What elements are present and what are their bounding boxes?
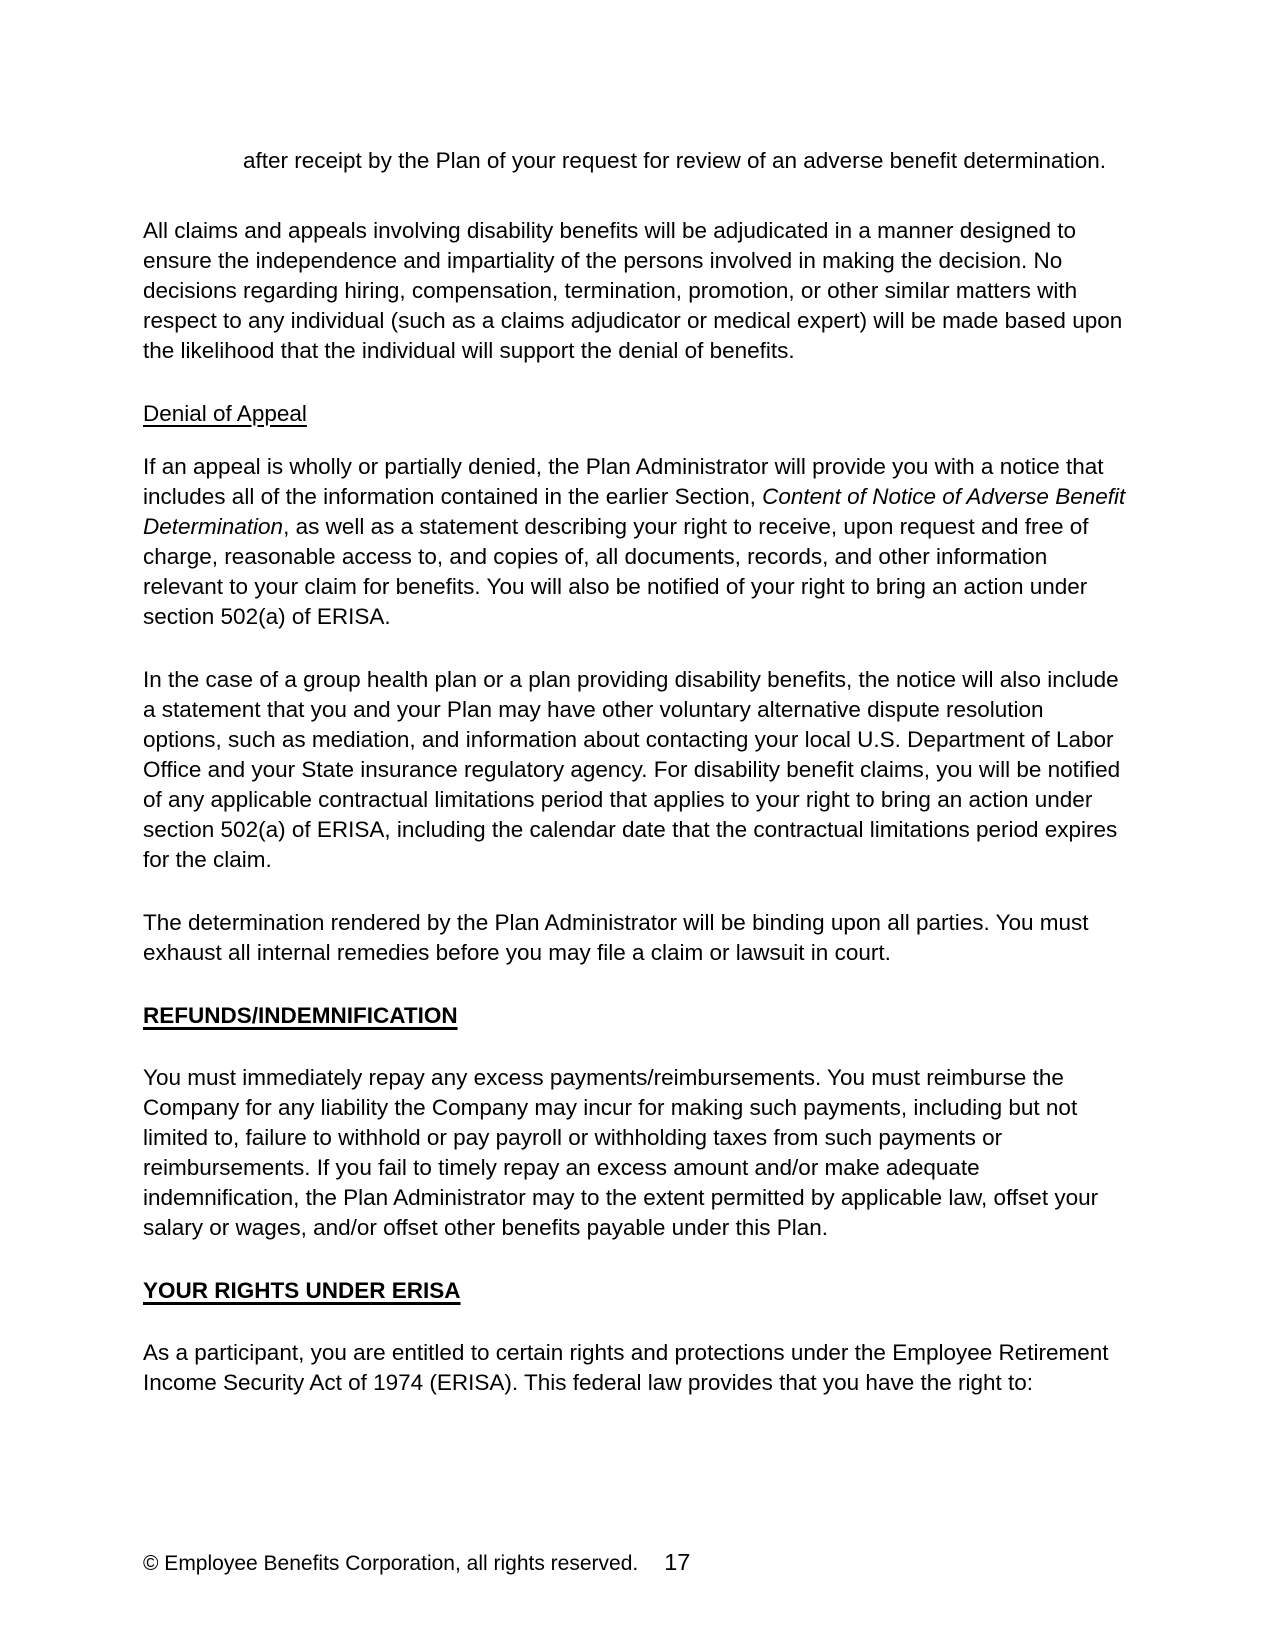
paragraph <box>143 216 1128 366</box>
italic-text-run: Content of Notice of Adverse Benefit Determination <box>143 484 1126 539</box>
document-blocks <box>143 146 1128 1431</box>
page-number: 17 <box>664 1549 691 1575</box>
paragraph <box>143 908 1128 968</box>
paragraph <box>143 146 1128 176</box>
paragraph <box>143 1063 1128 1243</box>
text-run: All claims and appeals involving disability benefits will be adjudicated in a manner designed to ensure the independence and impartiality of the persons involved in making the decision. No decisions regarding hiring, compensation, termination, promotion, or other similar matters with respect to any individual (such as a claims adjudicator or medical expert) will be made based upon the likelihood that the individual will support the denial of benefits. <box>143 218 1123 363</box>
page-footer <box>143 1549 690 1577</box>
section-heading: REFUNDS/INDEMNIFICATION <box>143 1003 458 1028</box>
text-run: As a participant, you are entitled to certain rights and protections under the Employee Retirement Income Security Act of 1974 (ERISA). This federal law provides that you have the right to: <box>143 1340 1109 1395</box>
text-run: If an appeal is wholly or partially denied, the Plan Administrator will provide you with a notice that includes all of the information contained in the earlier Section, <box>143 454 1104 509</box>
text-run: after receipt by the Plan of your request for review of an adverse benefit determination. <box>243 148 1106 173</box>
text-run: In the case of a group health plan or a plan providing disability benefits, the notice will also include a statement that you and your Plan may have other voluntary alternative dispute resolution options, such as mediation, and information about contacting your local U.S. Department of Labor Office and your State insurance regulatory agency. For disability benefit claims, you will be notified of any applicable contractual limitations period that applies to your right to bring an action under section 502(a) of ERISA, including the calendar date that the contractual limitations period expires for the claim. <box>143 667 1121 872</box>
paragraph <box>143 1338 1128 1398</box>
section-heading: Denial of Appeal <box>143 401 307 426</box>
paragraph <box>143 665 1128 875</box>
paragraph <box>143 452 1128 632</box>
text-run: The determination rendered by the Plan Administrator will be binding upon all parties. You must exhaust all internal remedies before you may file a claim or lawsuit in court. <box>143 910 1089 965</box>
text-run: You must immediately repay any excess payments/reimbursements. You must reimburse the Company for any liability the Company may incur for making such payments, including but not limited to, failure to withhold or pay payroll or withholding taxes from such payments or reimbursements. If you fail to timely repay an excess amount and/or make adequate indemnification, the Plan Administrator may to the extent permitted by applicable law, offset your salary or wages, and/or offset other benefits payable under this Plan. <box>143 1065 1099 1240</box>
text-run: , as well as a statement describing your right to receive, upon request and free of charge, reasonable access to, and copies of, all documents, records, and other information relevant to your claim for benefits. You will also be notified of your right to bring an action under section 502(a) of ERISA. <box>143 514 1089 629</box>
section-heading: YOUR RIGHTS UNDER ERISA <box>143 1278 461 1303</box>
footer-copyright: © Employee Benefits Corporation, all rights reserved. <box>143 1552 639 1575</box>
